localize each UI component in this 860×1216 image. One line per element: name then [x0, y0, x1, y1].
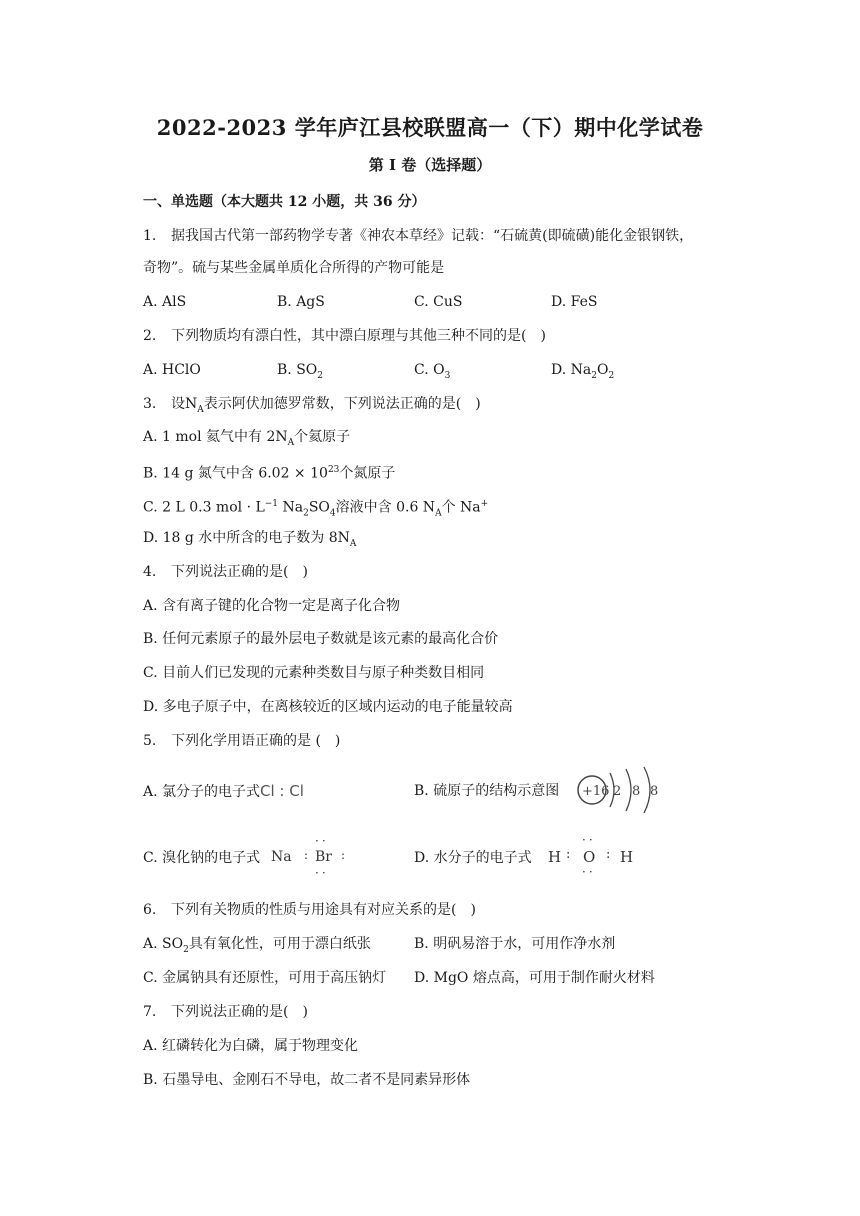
shell-1-label: 2: [613, 784, 622, 799]
q5-option-d: D. 水分子的电子式: [414, 850, 532, 866]
q5-option-a: A. 氯分子的电子式Cl : Cl: [143, 782, 304, 800]
q5-option-b: B. 硫原子的结构示意图: [414, 783, 560, 799]
question-1-stem-cont: 奇物”。硫与某些金属单质化合所得的产物可能是: [143, 260, 445, 276]
shell-2-label: 8: [632, 784, 641, 799]
section-subtitle: 第 I 卷（选择题）: [368, 156, 492, 174]
q6-option-a: A. $SO_2$具有氧化性，可用于漂白纸张: [143, 936, 371, 955]
q3-option-d: D. 18 g 水中所含的电子数为 $8N_A$: [143, 530, 357, 549]
q2-option-a: A. HClO: [143, 362, 201, 378]
shell-3-label: 8: [650, 784, 659, 799]
question-4-stem: 4. 下列说法正确的是( ): [143, 564, 308, 580]
question-1-stem: 1. 据我国古代第一部药物学专著《神农本草经》记载：“石硫黄(即硫磺)能化金银钢铁，: [143, 228, 694, 244]
q1-option-b: B. AgS: [277, 294, 325, 310]
q2-option-d: D. $Na_2O_2$: [551, 362, 615, 381]
q2-option-b: B. $SO_2$: [277, 362, 323, 381]
q3-option-a: A. 1 mol 氦气中有 $2N_A$个氦原子: [143, 429, 351, 448]
q4-option-c: C. 目前人们已发现的元素种类数目与原子种类数目相同: [143, 665, 485, 681]
question-6-stem: 6. 下列有关物质的性质与用途具有对应关系的是( ): [143, 902, 476, 918]
q3-option-c: C. 2 L 0.3 mol · $L^{-1}$ $Na_2SO_4$溶液中含 0.6 $N_A$个 Na+: [143, 499, 489, 519]
q1-option-a: A. AlS: [143, 294, 187, 310]
q2-option-c: C. $O_3$: [414, 362, 451, 381]
q7-option-b: B. 石墨导电、金刚石不导电，故二者不是同素异形体: [143, 1072, 471, 1088]
section-heading: 一、单选题（本大题共 12 小题，共 36 分）: [143, 194, 426, 210]
q7-option-a: A. 红磷转化为白磷，属于物理变化: [143, 1038, 359, 1054]
q6-option-d: D. MgO 熔点高，可用于制作耐火材料: [414, 970, 655, 986]
question-number: 1.: [143, 228, 157, 244]
q6-option-c: C. 金属钠具有还原性，可用于高压钠灯: [143, 970, 387, 986]
sodium-bromide-electron-formula: Na Br ·· ·· : :: [271, 834, 346, 880]
chlorine-electron-formula: Cl : Cl: [260, 782, 304, 800]
question-7-stem: 7. 下列说法正确的是( ): [143, 1004, 308, 1020]
q1-option-d: D. FeS: [551, 294, 598, 310]
nucleus-label: +16: [582, 784, 610, 799]
q5-option-c: C. 溴化钠的电子式: [143, 850, 261, 866]
water-electron-formula: H : O ·· ·· : H: [548, 833, 634, 879]
q3-option-b: B. 14 g 氮气中含 $6.02 \times 10^{23}$个氮原子: [143, 465, 396, 482]
sulfur-atom-diagram: [576, 765, 666, 815]
question-3-stem: 3. 设$N_A$表示阿伏加德罗常数，下列说法正确的是( ): [143, 396, 481, 415]
q1-option-c: C. CuS: [414, 294, 463, 310]
question-5-stem: 5. 下列化学用语正确的是 ( ): [143, 733, 341, 749]
page-title: 2022-2023 学年庐江县校联盟高一（下）期中化学试卷: [156, 115, 704, 140]
q4-option-a: A. 含有离子键的化合物一定是离子化合物: [143, 598, 401, 614]
q4-option-d: D. 多电子原子中，在离核较近的区域内运动的电子能量较高: [143, 699, 513, 715]
q4-option-b: B. 任何元素原子的最外层电子数就是该元素的最高化合价: [143, 631, 499, 647]
question-2-stem: 2. 下列物质均有漂白性，其中漂白原理与其他三种不同的是( ): [143, 328, 546, 344]
q6-option-b: B. 明矾易溶于水，可用作净水剂: [414, 936, 616, 952]
